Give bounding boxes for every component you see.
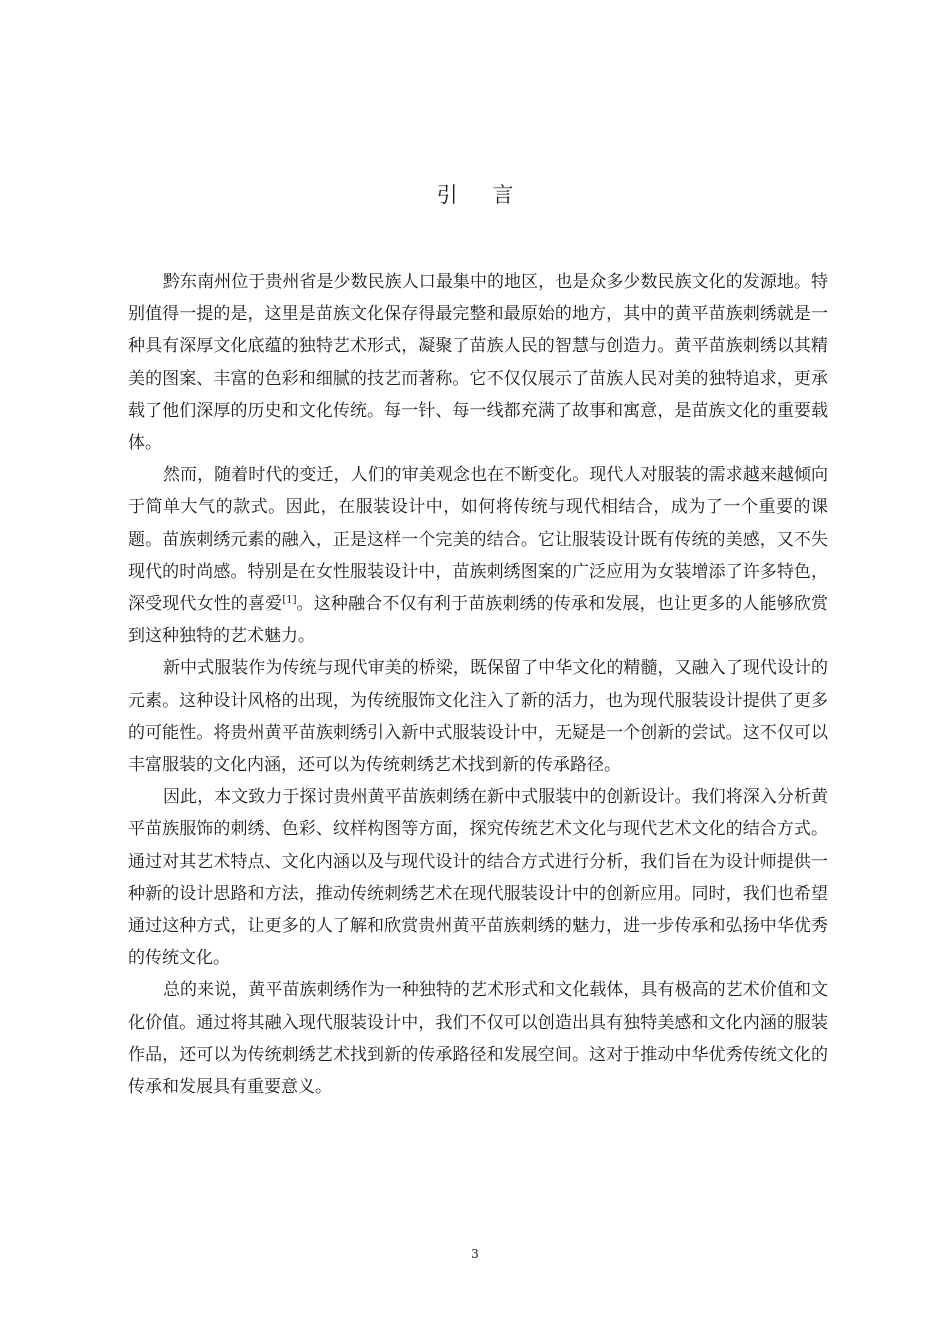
paragraph-4: 因此，本文致力于探讨贵州黄平苗族刺绣在新中式服装中的创新设计。我们将深入分析黄平苗族服饰的刺绣、色彩、纹样构图等方面，探究传统艺术文化与现代艺术文化的结合方式。通过对其艺术特点、文化内涵以及与现代设计的结合方式进行分析，我们旨在为设计师提供一种新的设计思路和方法，推动传统刺绣艺术在现代服装设计中的创新应用。同时，我们也希望通过这种方式，让更多的人了解和欣赏贵州黄平苗族刺绣的魅力，进一步传承和弘扬中华优秀的传统文化。 <box>128 787 828 969</box>
body-text <box>128 266 828 1103</box>
section-title: 引 言 <box>436 183 528 207</box>
page-number: 3 <box>471 1247 479 1261</box>
paragraph-3: 新中式服装作为传统与现代审美的桥梁，既保留了中华文化的精髓，又融入了现代设计的元素。这种设计风格的出现，为传统服饰文化注入了新的活力，也为现代服装设计提供了更多的可能性。将贵州黄平苗族刺绣引入新中式服装设计中，无疑是一个创新的尝试。这不仅可以丰富服装的文化内涵，还可以为传统刺绣艺术找到新的传承路径。 <box>128 658 828 776</box>
paragraph-1: 黔东南州位于贵州省是少数民族人口最集中的地区，也是众多少数民族文化的发源地。特别值得一提的是，这里是苗族文化保存得最完整和最原始的地方，其中的黄平苗族刺绣就是一种具有深厚文化底蕴的独特艺术形式，凝聚了苗族人民的智慧与创造力。黄平苗族刺绣以其精美的图案、丰富的色彩和细腻的技艺而著称。它不仅仅展示了苗族人民对美的独特追求，更承载了他们深厚的历史和文化传统。每一针、每一线都充满了故事和寓意，是苗族文化的重要载体。 <box>128 272 828 454</box>
paragraph-5: 总的来说，黄平苗族刺绣作为一种独特的艺术形式和文化载体，具有极高的艺术价值和文化价值。通过将其融入现代服装设计中，我们不仅可以创造出具有独特美感和文化内涵的服装作品，还可以为传统刺绣艺术找到新的传承路径和发展空间。这对于推动中华优秀传统文化的传承和发展具有重要意义。 <box>128 980 828 1098</box>
paragraph-2-text-after: 。这种融合不仅有利于苗族刺绣的传承和发展，也让更多的人能够欣赏到这种独特的艺术魅力。 <box>128 594 828 647</box>
paragraph-2 <box>128 459 828 652</box>
citation-ref[interactable]: [1] <box>282 594 297 606</box>
paragraph-2-text-before: 然而，随着时代的变迁，人们的审美观念也在不断变化。现代人对服装的需求越来越倾向于简单大气的款式。因此，在服装设计中，如何将传统与现代相结合，成为了一个重要的课题。苗族刺绣元素的融入，正是这样一个完美的结合。它让服装设计既有传统的美感，又不失现代的时尚感。特别是在女性服装设计中，苗族刺绣图案的广泛应用为女装增添了许多特色，深受现代女性的喜爱 <box>128 465 828 615</box>
